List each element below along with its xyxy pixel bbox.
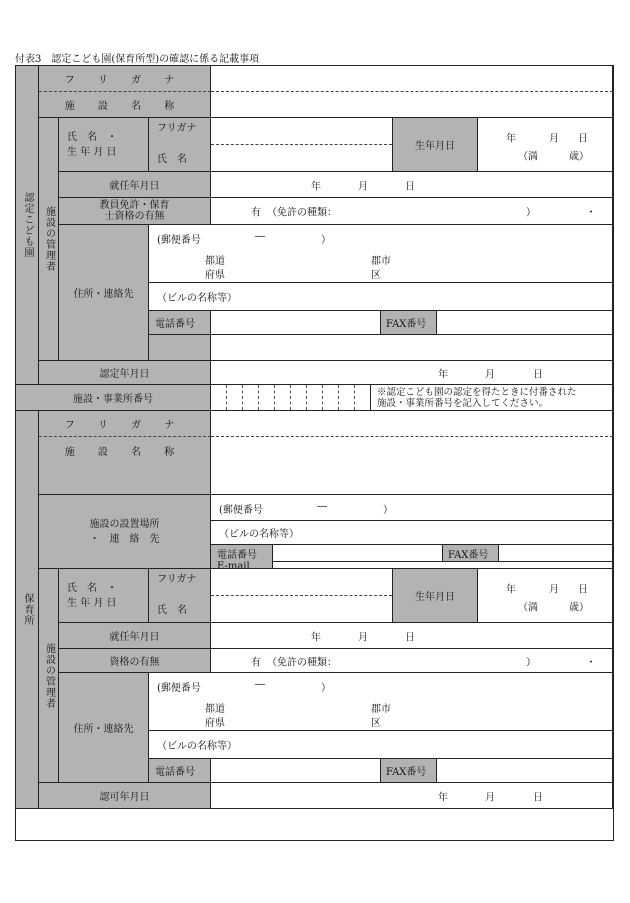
h-approval-day-label: 日 bbox=[533, 792, 543, 803]
facility-name-field[interactable] bbox=[211, 92, 613, 118]
year-label: 年 bbox=[311, 181, 321, 192]
license-bullet: ・ bbox=[586, 207, 596, 219]
furigana-name-label bbox=[149, 118, 211, 172]
h-email-label-line1: E-mail bbox=[217, 561, 250, 569]
license-close: ） bbox=[526, 207, 536, 219]
age-close-label: 歳） bbox=[569, 151, 589, 163]
h-name-birth-label-line2: 生 年 月 日 bbox=[67, 597, 117, 609]
h-manager-furigana-field[interactable] bbox=[211, 569, 392, 596]
facility-name-label: 施 設 名 称 bbox=[39, 92, 211, 118]
furigana-label: フ リ ガ ナ bbox=[39, 66, 211, 92]
form-table bbox=[15, 65, 614, 841]
h-approval-date-field[interactable] bbox=[211, 783, 613, 809]
h-loc-phone-field[interactable] bbox=[273, 545, 443, 561]
h-email-field[interactable] bbox=[273, 561, 612, 569]
h-appointed-date-field[interactable] bbox=[211, 623, 613, 649]
manager-label: 施設の管理者 bbox=[39, 118, 59, 361]
name-birth-label-line2: 生 年 月 日 bbox=[67, 146, 117, 158]
month-label: 月 bbox=[358, 181, 368, 192]
h-manager-name-field[interactable] bbox=[211, 596, 392, 623]
h-city-label-1: 郡市 bbox=[371, 704, 391, 715]
h-age-close-label: 歳） bbox=[569, 602, 589, 614]
h-birthdate-field[interactable] bbox=[478, 569, 612, 622]
h-approval-date-label: 認可年月日 bbox=[39, 783, 211, 809]
fax-label: FAX番号 bbox=[381, 311, 437, 334]
h-address-label: 住所・連絡先 bbox=[59, 673, 149, 783]
h-qual-field[interactable] bbox=[211, 649, 613, 673]
h-loc-building-field[interactable]: （ビルの名称等） bbox=[211, 521, 613, 545]
pref-label-1: 都道 bbox=[205, 256, 225, 267]
license-field[interactable] bbox=[211, 198, 613, 225]
postal-address-field[interactable] bbox=[149, 225, 613, 283]
city-label-1: 郡市 bbox=[371, 256, 391, 267]
license-type-label: （免許の種類： bbox=[267, 207, 337, 219]
h-postal-address-field[interactable] bbox=[149, 673, 613, 731]
h-approval-month-label: 月 bbox=[485, 792, 495, 803]
appointed-date-label: 就任年月日 bbox=[59, 172, 211, 198]
facility-number-row bbox=[211, 385, 613, 411]
postal-dash: ― bbox=[255, 231, 265, 242]
h-age-open-label: （満 bbox=[518, 602, 538, 614]
h-loc-postal-dash: ― bbox=[317, 501, 327, 512]
h-furigana-name-label bbox=[149, 569, 211, 623]
city-label-2: 区 bbox=[371, 270, 381, 281]
h-loc-postal-field[interactable] bbox=[211, 495, 613, 521]
postal-label: (郵便番号 bbox=[157, 235, 201, 246]
h-city-label-2: 区 bbox=[371, 718, 381, 729]
h-name-birth-label-line1: 氏 名 ・ bbox=[67, 582, 117, 594]
postal-close: ） bbox=[321, 235, 331, 246]
h-pref-label-2: 府県 bbox=[205, 718, 225, 729]
name-birth-label-line1: 氏 名 ・ bbox=[67, 131, 117, 143]
furigana-field[interactable] bbox=[211, 66, 613, 92]
h-pref-label-1: 都道 bbox=[205, 704, 225, 715]
facility-number-label: 施設・事業所番号 bbox=[16, 385, 211, 411]
manager-furigana-field[interactable] bbox=[211, 118, 392, 145]
phone-fax-row bbox=[149, 311, 613, 335]
birth-day-label: 日 bbox=[578, 133, 588, 145]
h-name-small-label: 氏 名 bbox=[157, 605, 187, 616]
license-label-line2: 士資格の有無 bbox=[104, 211, 165, 222]
h-loc-phone-fax-email bbox=[211, 545, 613, 569]
h-birth-month-label: 月 bbox=[549, 584, 559, 596]
birthdate-field[interactable] bbox=[478, 118, 612, 171]
building-field[interactable]: （ビルの名称等） bbox=[149, 283, 613, 311]
h-postal-dash: ― bbox=[255, 679, 265, 690]
manager-name-field[interactable] bbox=[211, 145, 392, 172]
h-manager-label: 施設の管理者 bbox=[39, 569, 59, 783]
h-license-bullet: ・ bbox=[586, 657, 596, 668]
cert-date-label: 認定年月日 bbox=[39, 361, 211, 385]
h-day-label: 日 bbox=[405, 632, 415, 643]
h-location-label-line1: 施設の設置場所 bbox=[89, 518, 160, 530]
birth-year-label: 年 bbox=[506, 133, 516, 145]
cert-year-label: 年 bbox=[438, 369, 448, 380]
birthdate-label: 生年月日 bbox=[393, 118, 478, 171]
section-label-nintei: 認定こども園 bbox=[16, 66, 39, 385]
h-furigana-label: フ リ ガ ナ bbox=[39, 411, 211, 437]
name-birth-label bbox=[59, 118, 149, 172]
pref-label-2: 府県 bbox=[205, 270, 225, 281]
facility-number-note bbox=[371, 387, 577, 409]
h-facility-name-field[interactable] bbox=[211, 437, 613, 495]
day-label: 日 bbox=[405, 181, 415, 192]
h-birth-day-label: 日 bbox=[578, 584, 588, 596]
appointed-date-field[interactable] bbox=[211, 172, 613, 198]
h-loc-fax-label: FAX番号 bbox=[443, 545, 499, 561]
cert-day-label: 日 bbox=[533, 369, 543, 380]
h-month-label: 月 bbox=[358, 632, 368, 643]
facility-number-digits[interactable] bbox=[211, 385, 371, 410]
h-year-label: 年 bbox=[311, 632, 321, 643]
h-birthdate-label: 生年月日 bbox=[393, 569, 478, 622]
birth-month-label: 月 bbox=[549, 133, 559, 145]
h-loc-postal-label: (郵便番号 bbox=[219, 505, 263, 516]
facility-number-note-2: 施設・事業所番号を記入してください。 bbox=[377, 397, 549, 409]
facility-number-note-1: ※認定こども園の認定を得たときに付番された bbox=[377, 386, 577, 398]
cert-date-field[interactable] bbox=[211, 361, 613, 385]
furigana-small-label: フリガナ bbox=[157, 123, 197, 134]
h-facility-name-label: 施 設 名 称 bbox=[39, 437, 211, 495]
contact-spacer bbox=[149, 335, 211, 361]
h-furigana-small-label: フリガナ bbox=[157, 574, 197, 585]
h-loc-fax-field[interactable] bbox=[499, 545, 612, 561]
h-license-has: 有 bbox=[251, 657, 261, 668]
h-fax-label: FAX番号 bbox=[381, 759, 437, 782]
h-name-birth-label bbox=[59, 569, 149, 623]
age-open-label: （満 bbox=[518, 151, 538, 163]
h-qual-label: 資格の有無 bbox=[59, 649, 211, 673]
fax-field[interactable] bbox=[437, 311, 612, 334]
h-location-label-line2: ・ 連 絡 先 bbox=[89, 533, 160, 545]
name-birth-row bbox=[211, 118, 613, 172]
phone-label: 電話番号 bbox=[149, 311, 211, 334]
h-location-label bbox=[39, 495, 211, 569]
cert-month-label: 月 bbox=[485, 369, 495, 380]
h-license-type-label: （免許の種類： bbox=[267, 657, 337, 668]
form-title: 付表3 認定こども園(保育所型)の確認に係る記載事項 bbox=[15, 54, 260, 65]
h-building-field[interactable]: （ビルの名称等） bbox=[149, 731, 613, 759]
h-license-close: ） bbox=[526, 657, 536, 668]
h-approval-year-label: 年 bbox=[438, 792, 448, 803]
h-fax-field[interactable] bbox=[437, 759, 612, 782]
h-postal-label: (郵便番号 bbox=[157, 683, 201, 694]
h-furigana-field[interactable] bbox=[211, 411, 613, 437]
phone-field[interactable] bbox=[211, 311, 381, 334]
license-has: 有 bbox=[251, 207, 261, 219]
h-postal-close: ） bbox=[321, 683, 331, 694]
h-phone-field[interactable] bbox=[211, 759, 381, 782]
h-birth-year-label: 年 bbox=[506, 584, 516, 596]
address-label: 住所・連絡先 bbox=[59, 225, 149, 361]
h-email-label bbox=[211, 561, 273, 569]
h-loc-postal-close: ） bbox=[383, 505, 393, 516]
license-label-line1: 教員免許・保育 bbox=[99, 200, 170, 211]
h-phone-fax-row bbox=[149, 759, 613, 783]
h-loc-phone-label: 電話番号 bbox=[211, 545, 273, 561]
contact-blank bbox=[211, 335, 613, 361]
h-name-birth-row bbox=[211, 569, 613, 623]
name-small-label: 氏 名 bbox=[157, 154, 187, 165]
license-label bbox=[59, 198, 211, 225]
h-phone-label: 電話番号 bbox=[149, 759, 211, 782]
h-appointed-date-label: 就任年月日 bbox=[59, 623, 211, 649]
section-label-hoikusho: 保育所 bbox=[16, 411, 39, 809]
